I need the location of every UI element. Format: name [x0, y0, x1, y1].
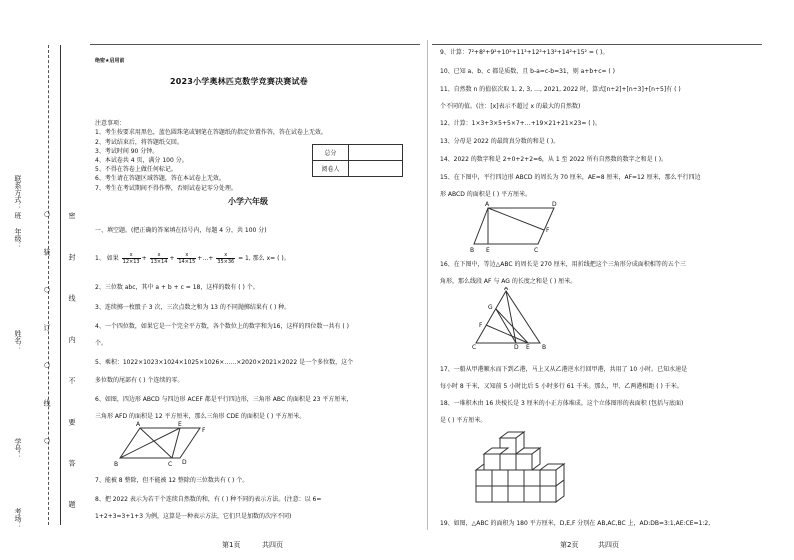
- q6-label-b: B: [114, 461, 119, 468]
- cube-low-2: [492, 470, 508, 486]
- notice-item-6: 6、考生请在答题区域答题，答在本试卷上无效。: [95, 175, 225, 182]
- q1-frac-2: $\frac{x}{13\times 14}$: [150, 252, 168, 265]
- q15-label-b: B: [470, 247, 475, 254]
- parallelogram-abcd-q15: [474, 208, 554, 244]
- height-af: [488, 208, 544, 230]
- question-17-line-2: 每小时 8 千米，又知前 5 小时比后 5 小时多行 61 千米。那么，甲、乙两港相距 ( ) 千米。: [440, 383, 683, 390]
- binding-room: 考场：: [14, 508, 22, 529]
- question-8-line-1: 8、把 2022 表示为若干个连续自然数的和，有 ( ) 种不同的表示方法。(注意：以 6=: [95, 496, 322, 503]
- score-table: [312, 144, 403, 177]
- question-15-line-1: 15、在下图中，平行四边形 ABCD 的周长为 70 厘米，AE=8 厘米，AF=12 厘米，那么平行四边: [440, 174, 701, 181]
- question-15-line-2: 形 ABCD 的面积是 ( ) 平方厘米。: [440, 191, 532, 198]
- question-10: 10、已知 a、b、c 都是质数，且 b-a=c-b=31，则 a+b+c= ( ): [440, 68, 616, 75]
- binding-grade: 年级：: [14, 228, 22, 249]
- q1-frac-1: $\frac{x}{12\times 13}$: [122, 252, 140, 265]
- q6-label-c: C: [168, 461, 173, 468]
- top-rule-left: [90, 44, 420, 45]
- question-5-line-1: 5、乘积：1022×1023×1024×1025×1026×……×2020×2021×2022 是一个多位数，这个: [95, 359, 354, 366]
- binding-inner-text: 密 封 线 内 不 要 答 题: [68, 212, 76, 524]
- segment-be: [120, 428, 180, 458]
- parallelogram-abcd: [120, 428, 200, 458]
- q1-suffix: = 1, 那么 x= ( )。: [238, 255, 290, 262]
- figure-q16: [470, 287, 550, 349]
- page-title: 2023小学奥林匹克数学竞赛决赛试卷: [170, 77, 308, 86]
- footer-left-total: 共四页: [262, 541, 283, 549]
- notice-item-7: 7、考生在考试期间不得作弊，否则试卷记零分处理。: [95, 185, 237, 192]
- cube-low-3: [508, 470, 524, 486]
- question-11-line-1: 11、自然数 n 的值依次取 1, 2, 3, …, 2021, 2022 时，算式[n÷2]+[n÷3]+[n÷5]有 ( ): [440, 86, 681, 93]
- footer-right-page: 第2页: [560, 541, 579, 549]
- question-18-line-1: 18、一堆积木由 16 块棱长是 3 厘米的小正方体堆成。这个立体图形的表面积 (包括与底面): [440, 400, 684, 407]
- binding-name: 姓名：: [14, 330, 22, 351]
- q16-label-d: D: [514, 344, 519, 349]
- question-18-line-2: 是 ( ) 平方厘米。: [440, 417, 487, 424]
- column-divider: [427, 40, 428, 530]
- footer-right-total: 共四页: [598, 541, 619, 549]
- question-6-line-1: 6、如图，四边形 ABCD 与四边形 ACEF 都是平行四边形，三角形 ABC 的面积是 23 平方厘米，: [95, 396, 353, 403]
- notice-item-1: 1、考生按要求用黑色，蓝色圆珠笔或钢笔在答题纸的指定位置作答，答在试卷上无效。: [95, 129, 327, 136]
- question-13: 13、分母是 2022 的最简真分数的和是 ( )。: [440, 138, 560, 145]
- q6-label-a: A: [136, 421, 141, 428]
- score-grader-cell[interactable]: [349, 161, 403, 177]
- notice-item-3: 3、考试时间 90 分钟。: [95, 148, 159, 155]
- question-11-line-2: 个不同的值。(注：[x]表示不超过 x 的最大的自然数): [440, 103, 581, 110]
- figure-q15: [470, 198, 560, 254]
- cube-base-1: [476, 486, 492, 502]
- segment-ge: [496, 309, 528, 343]
- notice-item-5: 5、不得在答卷上做任何标记。: [95, 166, 177, 173]
- binding-line-outer: [60, 45, 61, 525]
- question-2: 2、三位数 abc，其中 a + b + c = 18，这样的数有 ( ) 个。: [95, 284, 259, 291]
- q16-label-b: B: [542, 344, 547, 349]
- figure-q6: [110, 420, 210, 470]
- question-5-line-2: 多位数的尾部有 ( ) 个连续的零。: [95, 377, 184, 384]
- question-16-line-1: 16、在下图中，等边△ABC 的周长是 270 厘米，用折线把这个三角形分成面积相等的五个三: [440, 261, 686, 268]
- q1-frac-4: $\frac{x}{35\times 36}$: [217, 252, 235, 265]
- q15-label-c: C: [534, 247, 539, 254]
- score-total-cell[interactable]: [349, 145, 403, 161]
- question-19: 19、如图，△ABC 的面积为 180 平方厘米，D,E,F 分别在 AB,AC,BC 上，AD:DB=3:1,AE:CE=1:2,: [440, 520, 711, 527]
- notice-heading: 注意事项：: [95, 120, 126, 127]
- cube-mid-3: [516, 448, 540, 470]
- q16-label-a: A: [504, 287, 509, 292]
- q15-label-e: E: [486, 247, 490, 254]
- q1-frac-3: $\frac{x}{14\times 15}$: [178, 252, 196, 265]
- segment-ac: [140, 428, 172, 458]
- cube-mid-2: [500, 454, 516, 470]
- q6-label-f: F: [202, 427, 206, 434]
- section-heading: 一、填空题。(把正确的答案填在括号内，每题 4 分，共 100 分): [95, 227, 267, 234]
- footer-left-page: 第1页: [222, 541, 241, 549]
- q6-label-e: E: [178, 421, 182, 428]
- cube-low-4: [524, 470, 540, 486]
- notice-item-4: 4、本试卷共 4 页，满分 100 分。: [95, 157, 188, 164]
- question-7: 7、能被 8 整除，但不能被 12 整除的三位数共有 ( ) 个。: [95, 477, 249, 484]
- q16-label-e: E: [526, 344, 530, 349]
- q16-label-c: C: [472, 344, 477, 349]
- question-6-line-2: 三角形 AFD 的面积是 12 平方厘米，那么三角形 CDE 的面积是 ( ) 平方厘米。: [95, 413, 306, 420]
- secret-mark: 绝密★启用前: [95, 58, 125, 64]
- q15-label-f: F: [546, 227, 550, 234]
- q1-prefix: 1、 如果: [95, 255, 119, 262]
- score-total-label: 总分: [313, 145, 349, 161]
- question-8-line-2: 1+2+3=3+1+3 为例，这算是一种表示方法，它们只是加数的次序不同): [95, 513, 292, 520]
- figure-q18-cubes: [470, 428, 566, 510]
- question-17-line-1: 17、一船从甲港顺水而下到乙港，马上又从乙港逆水行回甲港，共用了 10 小时。已知水速是: [440, 366, 688, 373]
- score-grader-label: 阅卷人: [313, 161, 349, 177]
- question-16-line-2: 角形，那么线段 AF 与 AG 的长度之和是 ( ) 厘米。: [440, 278, 577, 285]
- binding-id: 学号：: [14, 438, 22, 459]
- question-9: 9、计算：7²+8²+9²+10²+11²+12²+13²+14²+15² = ( )。: [440, 49, 609, 56]
- q16-label-f: F: [479, 322, 483, 329]
- question-14: 14、2022 的数字和是 2+0+2+2=6，从 1 至 2022 所有自然数的数字之和是 ( )。: [440, 156, 668, 163]
- subject-title: 小学六年级: [228, 197, 268, 206]
- q16-label-g: G: [488, 304, 493, 311]
- notice-item-2: 2、考试结束后，将答题纸交回。: [95, 139, 183, 146]
- cube-base-2: [492, 486, 508, 502]
- question-1: 1、 如果 $\frac{x}{12\times 13}$ + $\frac{x}{13\times 14}$ + $\frac{x}{14\times 15}$ +…+ $\frac{x}{35\times 36}$ = 1, 那么 x= ( )。: [95, 252, 290, 265]
- question-4-line-2: 个。: [95, 340, 108, 347]
- question-4-line-1: 4、一个四位数，如果它是一个完全平方数，各个数位上的数字和为16，这样的四位数一共有 ( ): [95, 323, 349, 330]
- q15-label-d: D: [552, 201, 557, 208]
- q6-label-d: D: [182, 459, 187, 466]
- q15-label-a: A: [485, 201, 490, 208]
- question-3: 3、连续掷一枚骰子 3 次，三次点数之和为 13 的不同抛掷结果有 ( ) 种。: [95, 304, 291, 311]
- cube-base-4: [524, 486, 540, 502]
- segment-ec: [172, 428, 180, 458]
- question-12: 12、计算：1×3+3×5+5×7+…+19×21+21×23= ( )。: [440, 120, 601, 127]
- binding-class: 班: [14, 212, 22, 219]
- top-rule-right: [432, 44, 762, 45]
- cube-base-3: [508, 486, 524, 502]
- binding-circle-text: ○ 装 ○ 订 ○ 线 ○: [43, 210, 51, 459]
- binding-teacher: 联系方式：: [14, 175, 22, 210]
